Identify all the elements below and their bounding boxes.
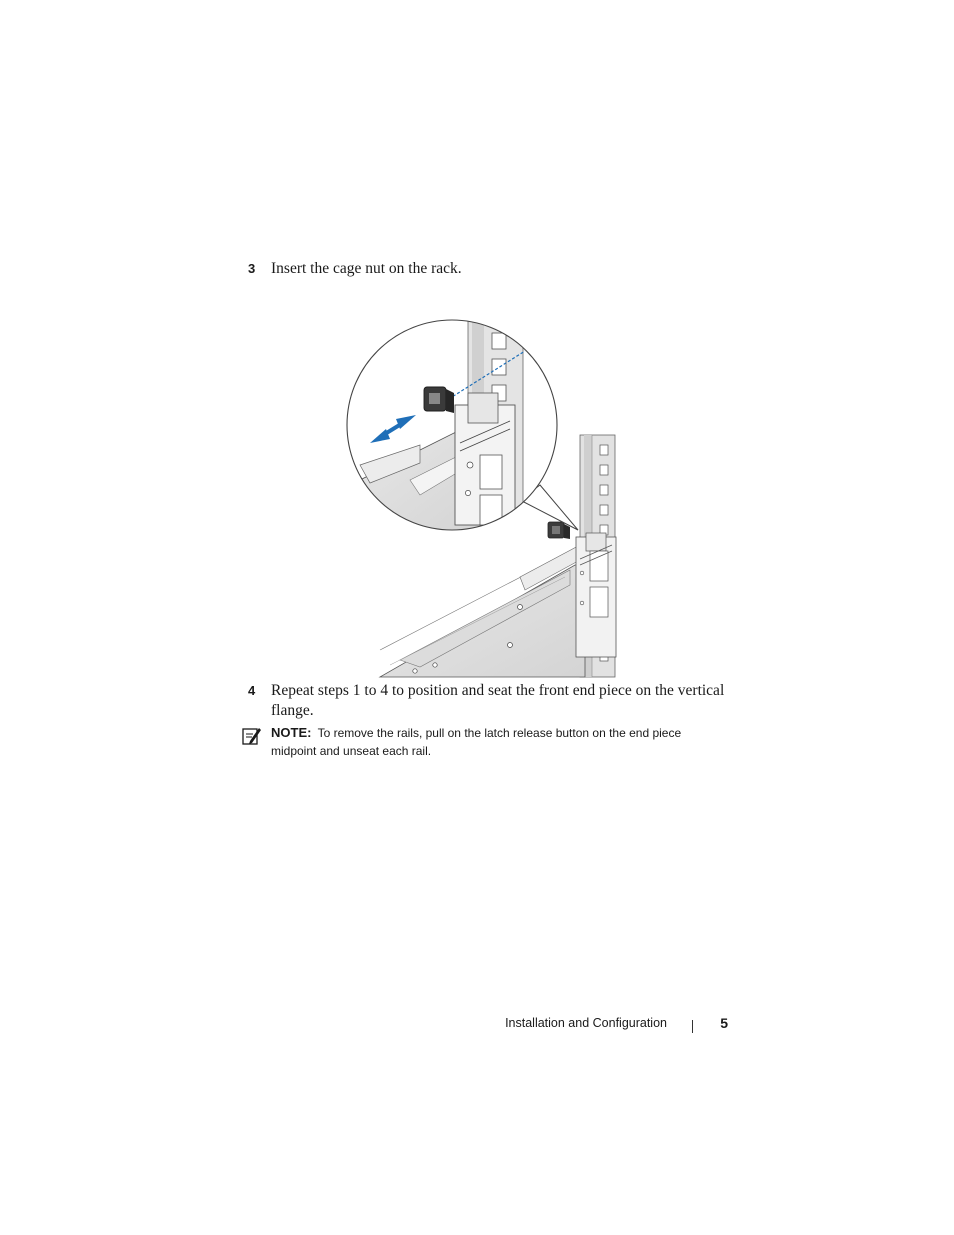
footer-separator	[692, 1020, 693, 1033]
step-text: Insert the cage nut on the rack.	[271, 260, 462, 277]
step-number: 4	[248, 683, 256, 698]
cage-nut-illustration	[340, 315, 630, 680]
end-piece-bracket	[576, 533, 616, 657]
rail-body	[380, 545, 585, 677]
step-text: Repeat steps 1 to 4 to position and seat the front end piece on the vertical flange.	[271, 682, 725, 719]
page-footer	[480, 1015, 730, 1035]
note-text: To remove the rails, pull on the latch release button on the end piece midpoint and unseat each rail.	[271, 726, 682, 758]
note-label: NOTE:	[271, 725, 312, 740]
step-number: 3	[248, 261, 256, 276]
page-number: 5	[720, 1015, 728, 1031]
note-text-block	[271, 724, 711, 760]
cage-nut-large	[424, 387, 454, 413]
footer-section-title: Installation and Configuration	[505, 1016, 667, 1030]
pencil-note-icon	[242, 726, 262, 746]
